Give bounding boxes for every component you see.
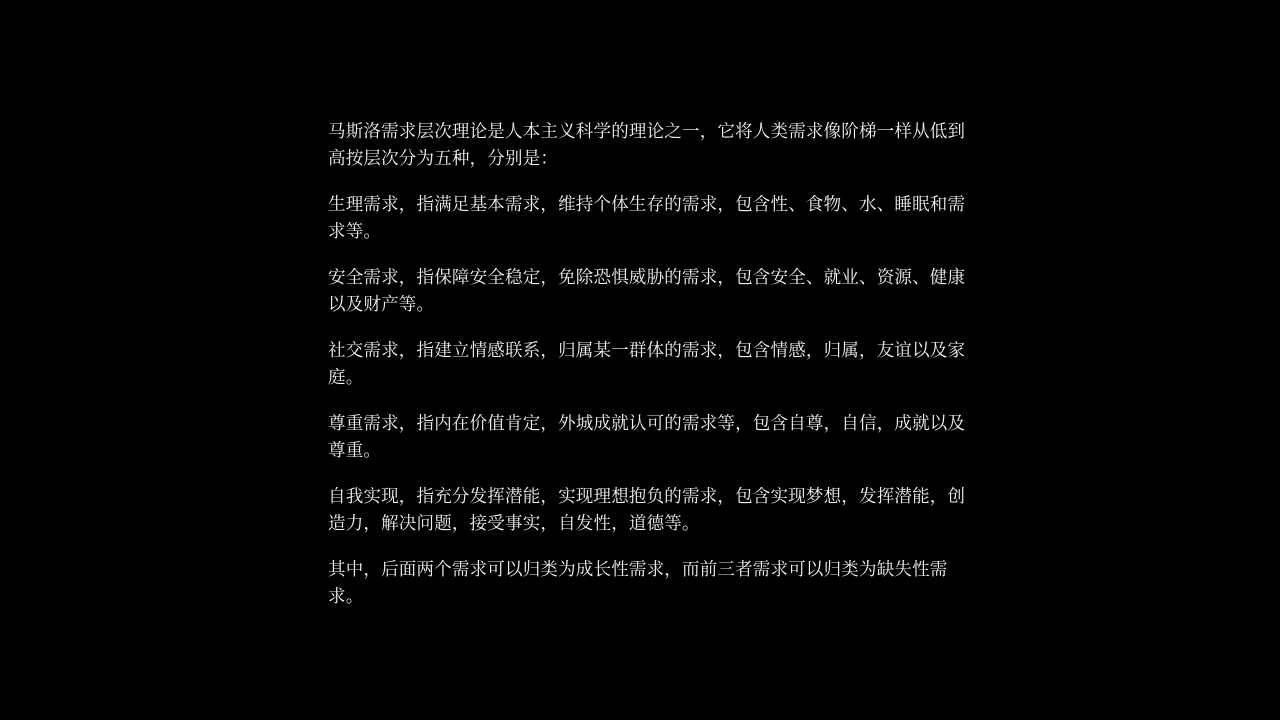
paragraph-social-needs: 社交需求，指建立情感联系，归属某一群体的需求，包含情感，归属，友谊以及家庭。 (328, 340, 966, 387)
paragraph-self-actualization: 自我实现，指充分发挥潜能，实现理想抱负的需求，包含实现梦想，发挥潜能，创造力，解决问题，接受事实，自发性，道德等。 (328, 486, 966, 533)
paragraph-summary: 其中，后面两个需求可以归类为成长性需求，而前三者需求可以归类为缺失性需求。 (328, 559, 948, 606)
document-body (328, 118, 968, 610)
paragraph-physiological-needs: 生理需求，指满足基本需求，维持个体生存的需求，包含性、食物、水、睡眠和需求等。 (328, 194, 966, 241)
paragraph-intro: 马斯洛需求层次理论是人本主义科学的理论之一，它将人类需求像阶梯一样从低到高按层次分为五种，分别是： (328, 121, 966, 168)
paragraph-safety-needs: 安全需求，指保障安全稳定，免除恐惧威胁的需求，包含安全、就业、资源、健康以及财产等。 (328, 267, 966, 314)
paragraph-esteem-needs: 尊重需求，指内在价值肯定，外城成就认可的需求等，包含自尊，自信，成就以及尊重。 (328, 413, 966, 460)
